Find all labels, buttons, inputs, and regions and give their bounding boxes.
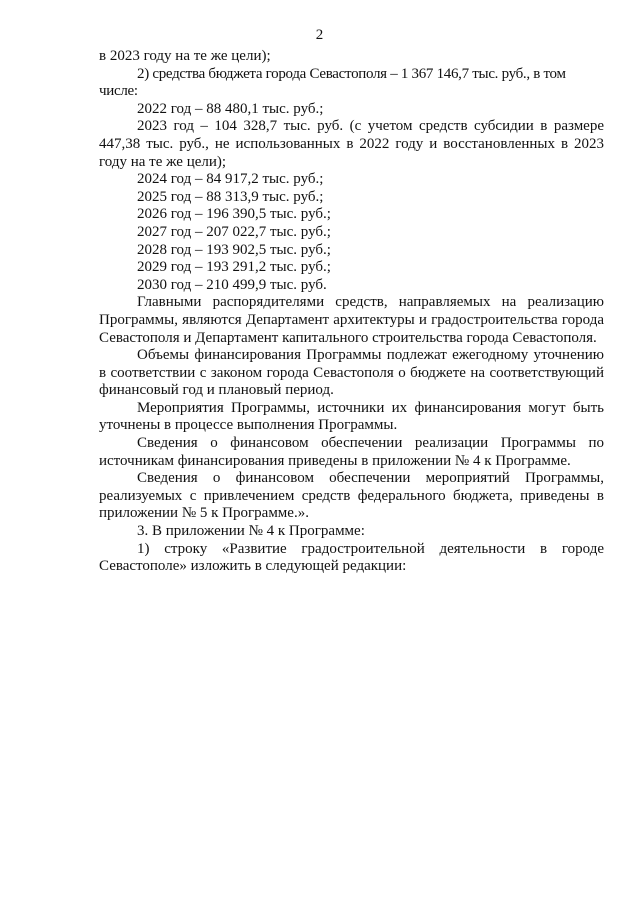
paragraph-program-activities: Мероприятия Программы, источники их финансирования могут быть уточнены в процессе выполнения Программы. xyxy=(99,399,604,434)
paragraph-year-2025: 2025 год – 88 313,9 тыс. руб.; xyxy=(137,188,324,205)
paragraph-year-2028: 2028 год – 193 902,5 тыс. руб.; xyxy=(137,241,331,258)
paragraph-year-2027: 2027 год – 207 022,7 тыс. руб.; xyxy=(137,223,331,240)
page-number: 2 xyxy=(315,27,324,43)
paragraph-financing-volumes: Объемы финансирования Программы подлежат ежегодному уточнению в соответствии с законом города Севастополя о бюджете на соответствующий финансовый год и плановый период. xyxy=(99,347,604,399)
paragraph-item-3-1: 1) строку «Развитие градостроительной деятельности в городе Севастополе» изложить в следующей редакции: xyxy=(99,540,604,575)
paragraph-appendix-4-info: Сведения о финансовом обеспечении реализации Программы по источникам финансирования приведены в приложении № 4 к Программе. xyxy=(99,435,604,469)
paragraph-year-2029: 2029 год – 193 291,2 тыс. руб.; xyxy=(137,259,331,276)
document-body xyxy=(99,48,604,576)
paragraph-continuation: в 2023 году на те же цели); xyxy=(99,48,271,64)
paragraph-year-2030: 2030 год – 210 499,9 тыс. руб. xyxy=(137,276,327,293)
paragraph-city-budget: 2) средства бюджета города Севастополя – 1 367 146,7 тыс. руб., в том числе: xyxy=(99,65,566,100)
paragraph-main-administrators: Главными распорядителями средств, направляемых на реализацию Программы, являются Департамент архитектуры и градостроительства города Севастополя и Департамент капитального строительства города Севастополя. xyxy=(99,294,604,346)
paragraph-year-2022: 2022 год – 88 480,1 тыс. руб.; xyxy=(137,100,324,117)
paragraph-year-2024: 2024 год – 84 917,2 тыс. руб.; xyxy=(137,171,324,188)
paragraph-year-2026: 2026 год – 196 390,5 тыс. руб.; xyxy=(137,206,331,223)
paragraph-item-3: 3. В приложении № 4 к Программе: xyxy=(137,523,365,540)
paragraph-year-2023: 2023 год – 104 328,7 тыс. руб. (с учетом средств субсидии в размере 447,38 тыс. руб., не использованных в 2022 году и восстановленных в 2023 году на те же цели); xyxy=(99,118,604,170)
paragraph-appendix-5-info: Сведения о финансовом обеспечении мероприятий Программы, реализуемых с привлечением средств федерального бюджета, приведены в приложении № 5 к Программе.». xyxy=(99,470,604,522)
